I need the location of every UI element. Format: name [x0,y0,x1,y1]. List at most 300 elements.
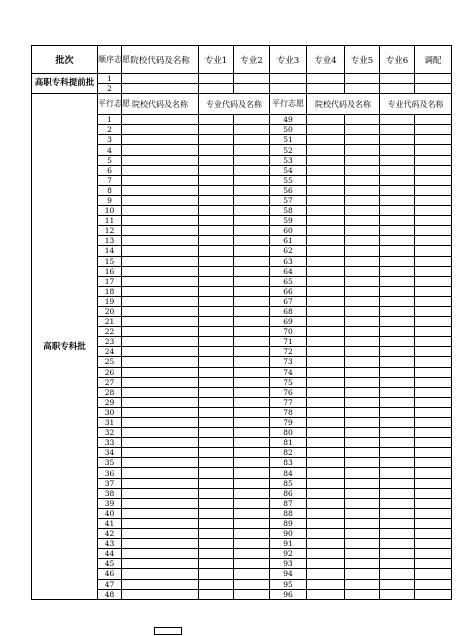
right-school-cell[interactable] [307,306,345,316]
right-major-cell[interactable] [415,296,452,306]
left-school-cell[interactable] [122,407,199,417]
left-major-cell[interactable] [234,418,270,428]
left-school-cell[interactable] [122,478,199,488]
right-school-cell[interactable] [307,145,345,155]
left-major-cell[interactable] [199,327,234,337]
right-major-cell[interactable] [380,367,415,377]
right-school-cell[interactable] [307,226,345,236]
right-major-cell[interactable] [415,438,452,448]
right-school-cell[interactable] [307,498,345,508]
right-school-cell[interactable] [345,387,380,397]
advance-major-cell[interactable] [307,84,345,94]
left-school-cell[interactable] [122,448,199,458]
right-major-cell[interactable] [380,377,415,387]
right-major-cell[interactable] [415,458,452,468]
right-school-cell[interactable] [345,175,380,185]
right-major-cell[interactable] [415,256,452,266]
left-major-cell[interactable] [199,256,234,266]
left-major-cell[interactable] [199,549,234,559]
left-major-cell[interactable] [234,276,270,286]
right-school-cell[interactable] [345,569,380,579]
right-major-cell[interactable] [415,195,452,205]
left-major-cell[interactable] [234,458,270,468]
advance-major-cell[interactable] [234,74,270,84]
right-school-cell[interactable] [345,468,380,478]
right-major-cell[interactable] [415,559,452,569]
right-school-cell[interactable] [345,488,380,498]
advance-major-cell[interactable] [270,84,307,94]
left-major-cell[interactable] [199,589,234,599]
left-major-cell[interactable] [199,397,234,407]
left-major-cell[interactable] [199,175,234,185]
right-school-cell[interactable] [345,508,380,518]
right-school-cell[interactable] [345,448,380,458]
advance-major-cell[interactable] [307,74,345,84]
left-major-cell[interactable] [234,296,270,306]
left-school-cell[interactable] [122,216,199,226]
left-major-cell[interactable] [234,518,270,528]
left-school-cell[interactable] [122,387,199,397]
right-major-cell[interactable] [380,226,415,236]
left-school-cell[interactable] [122,195,199,205]
left-school-cell[interactable] [122,246,199,256]
left-major-cell[interactable] [234,478,270,488]
left-school-cell[interactable] [122,367,199,377]
left-major-cell[interactable] [234,135,270,145]
right-major-cell[interactable] [415,478,452,488]
advance-major-cell[interactable] [199,74,234,84]
left-major-cell[interactable] [234,145,270,155]
right-major-cell[interactable] [380,357,415,367]
left-major-cell[interactable] [234,397,270,407]
right-major-cell[interactable] [380,498,415,508]
right-major-cell[interactable] [380,286,415,296]
right-school-cell[interactable] [307,256,345,266]
right-school-cell[interactable] [307,357,345,367]
right-major-cell[interactable] [380,508,415,518]
right-school-cell[interactable] [345,458,380,468]
left-school-cell[interactable] [122,569,199,579]
right-school-cell[interactable] [345,317,380,327]
left-school-cell[interactable] [122,397,199,407]
right-major-cell[interactable] [415,216,452,226]
right-school-cell[interactable] [345,357,380,367]
right-major-cell[interactable] [380,337,415,347]
right-school-cell[interactable] [307,165,345,175]
right-school-cell[interactable] [345,306,380,316]
left-major-cell[interactable] [199,155,234,165]
right-school-cell[interactable] [345,589,380,599]
right-major-cell[interactable] [415,276,452,286]
right-school-cell[interactable] [345,418,380,428]
right-school-cell[interactable] [307,327,345,337]
right-major-cell[interactable] [380,175,415,185]
left-major-cell[interactable] [234,185,270,195]
left-major-cell[interactable] [199,407,234,417]
right-school-cell[interactable] [307,418,345,428]
left-school-cell[interactable] [122,226,199,236]
right-major-cell[interactable] [415,165,452,175]
right-major-cell[interactable] [380,549,415,559]
right-major-cell[interactable] [380,418,415,428]
right-major-cell[interactable] [380,135,415,145]
left-major-cell[interactable] [234,508,270,518]
right-major-cell[interactable] [380,206,415,216]
left-school-cell[interactable] [122,589,199,599]
left-major-cell[interactable] [199,266,234,276]
left-major-cell[interactable] [234,448,270,458]
right-school-cell[interactable] [345,236,380,246]
right-school-cell[interactable] [307,347,345,357]
right-major-cell[interactable] [415,407,452,417]
right-major-cell[interactable] [415,155,452,165]
left-major-cell[interactable] [199,387,234,397]
left-major-cell[interactable] [199,165,234,175]
left-major-cell[interactable] [199,286,234,296]
right-school-cell[interactable] [307,387,345,397]
right-school-cell[interactable] [345,518,380,528]
right-school-cell[interactable] [345,559,380,569]
left-school-cell[interactable] [122,498,199,508]
left-major-cell[interactable] [234,306,270,316]
left-school-cell[interactable] [122,428,199,438]
left-major-cell[interactable] [234,226,270,236]
right-major-cell[interactable] [415,317,452,327]
right-major-cell[interactable] [415,418,452,428]
left-school-cell[interactable] [122,508,199,518]
right-major-cell[interactable] [380,559,415,569]
left-school-cell[interactable] [122,518,199,528]
right-major-cell[interactable] [380,488,415,498]
right-school-cell[interactable] [307,337,345,347]
right-school-cell[interactable] [345,397,380,407]
right-school-cell[interactable] [345,337,380,347]
right-major-cell[interactable] [415,508,452,518]
right-major-cell[interactable] [415,549,452,559]
left-major-cell[interactable] [234,175,270,185]
right-major-cell[interactable] [415,448,452,458]
right-major-cell[interactable] [415,539,452,549]
right-school-cell[interactable] [307,135,345,145]
left-major-cell[interactable] [199,478,234,488]
right-school-cell[interactable] [307,115,345,125]
right-major-cell[interactable] [415,428,452,438]
right-school-cell[interactable] [307,478,345,488]
left-school-cell[interactable] [122,236,199,246]
left-major-cell[interactable] [234,579,270,589]
right-school-cell[interactable] [345,478,380,488]
right-major-cell[interactable] [380,468,415,478]
right-school-cell[interactable] [345,327,380,337]
left-major-cell[interactable] [199,115,234,125]
right-major-cell[interactable] [380,327,415,337]
left-major-cell[interactable] [199,357,234,367]
advance-school-cell[interactable] [122,84,199,94]
right-school-cell[interactable] [307,438,345,448]
left-major-cell[interactable] [234,357,270,367]
right-major-cell[interactable] [415,135,452,145]
right-school-cell[interactable] [307,216,345,226]
left-major-cell[interactable] [199,498,234,508]
left-major-cell[interactable] [234,266,270,276]
right-school-cell[interactable] [307,539,345,549]
left-major-cell[interactable] [199,367,234,377]
left-major-cell[interactable] [199,508,234,518]
left-major-cell[interactable] [234,569,270,579]
right-major-cell[interactable] [380,306,415,316]
right-major-cell[interactable] [380,407,415,417]
left-school-cell[interactable] [122,377,199,387]
right-major-cell[interactable] [415,266,452,276]
left-major-cell[interactable] [199,206,234,216]
right-school-cell[interactable] [307,589,345,599]
right-school-cell[interactable] [345,276,380,286]
left-major-cell[interactable] [199,246,234,256]
left-major-cell[interactable] [199,518,234,528]
left-major-cell[interactable] [199,317,234,327]
right-school-cell[interactable] [345,135,380,145]
right-school-cell[interactable] [345,155,380,165]
right-school-cell[interactable] [345,498,380,508]
left-major-cell[interactable] [199,539,234,549]
right-major-cell[interactable] [380,478,415,488]
right-school-cell[interactable] [307,549,345,559]
right-major-cell[interactable] [380,539,415,549]
right-school-cell[interactable] [307,195,345,205]
left-major-cell[interactable] [234,155,270,165]
right-major-cell[interactable] [380,589,415,599]
right-major-cell[interactable] [380,115,415,125]
right-major-cell[interactable] [415,286,452,296]
left-major-cell[interactable] [199,337,234,347]
right-major-cell[interactable] [380,428,415,438]
right-major-cell[interactable] [380,458,415,468]
left-major-cell[interactable] [199,428,234,438]
left-school-cell[interactable] [122,317,199,327]
left-major-cell[interactable] [234,367,270,377]
right-school-cell[interactable] [307,317,345,327]
right-major-cell[interactable] [415,468,452,478]
left-major-cell[interactable] [234,216,270,226]
right-major-cell[interactable] [415,226,452,236]
right-school-cell[interactable] [307,367,345,377]
left-major-cell[interactable] [199,418,234,428]
left-major-cell[interactable] [199,276,234,286]
right-major-cell[interactable] [415,377,452,387]
right-major-cell[interactable] [380,438,415,448]
right-school-cell[interactable] [307,397,345,407]
right-school-cell[interactable] [345,529,380,539]
left-school-cell[interactable] [122,155,199,165]
right-school-cell[interactable] [307,529,345,539]
left-major-cell[interactable] [199,125,234,135]
left-major-cell[interactable] [234,337,270,347]
left-major-cell[interactable] [234,498,270,508]
right-school-cell[interactable] [307,458,345,468]
left-major-cell[interactable] [199,569,234,579]
left-major-cell[interactable] [199,306,234,316]
right-major-cell[interactable] [380,266,415,276]
right-school-cell[interactable] [307,579,345,589]
left-major-cell[interactable] [234,539,270,549]
left-major-cell[interactable] [234,246,270,256]
left-school-cell[interactable] [122,438,199,448]
right-school-cell[interactable] [345,216,380,226]
right-school-cell[interactable] [307,559,345,569]
right-major-cell[interactable] [380,317,415,327]
left-major-cell[interactable] [199,529,234,539]
right-school-cell[interactable] [307,518,345,528]
right-school-cell[interactable] [345,165,380,175]
right-major-cell[interactable] [380,276,415,286]
right-major-cell[interactable] [380,165,415,175]
right-major-cell[interactable] [380,236,415,246]
right-school-cell[interactable] [345,549,380,559]
left-major-cell[interactable] [199,559,234,569]
right-school-cell[interactable] [307,185,345,195]
left-major-cell[interactable] [199,488,234,498]
left-major-cell[interactable] [234,428,270,438]
right-major-cell[interactable] [380,125,415,135]
advance-major-cell[interactable] [270,74,307,84]
right-major-cell[interactable] [380,397,415,407]
right-major-cell[interactable] [380,518,415,528]
right-school-cell[interactable] [307,407,345,417]
left-major-cell[interactable] [199,185,234,195]
right-major-cell[interactable] [415,347,452,357]
advance-adjust-cell[interactable] [415,74,452,84]
right-major-cell[interactable] [415,306,452,316]
right-school-cell[interactable] [345,407,380,417]
right-major-cell[interactable] [415,236,452,246]
right-school-cell[interactable] [307,125,345,135]
right-major-cell[interactable] [380,185,415,195]
left-major-cell[interactable] [199,448,234,458]
right-school-cell[interactable] [345,539,380,549]
left-school-cell[interactable] [122,206,199,216]
left-school-cell[interactable] [122,559,199,569]
left-school-cell[interactable] [122,468,199,478]
right-school-cell[interactable] [345,286,380,296]
right-major-cell[interactable] [415,488,452,498]
right-major-cell[interactable] [380,246,415,256]
left-major-cell[interactable] [234,347,270,357]
right-school-cell[interactable] [307,175,345,185]
right-school-cell[interactable] [345,185,380,195]
left-major-cell[interactable] [234,407,270,417]
left-major-cell[interactable] [199,145,234,155]
left-school-cell[interactable] [122,337,199,347]
right-school-cell[interactable] [307,286,345,296]
right-major-cell[interactable] [380,195,415,205]
left-major-cell[interactable] [199,468,234,478]
right-school-cell[interactable] [307,508,345,518]
right-major-cell[interactable] [380,579,415,589]
left-major-cell[interactable] [199,438,234,448]
left-school-cell[interactable] [122,125,199,135]
advance-school-cell[interactable] [122,74,199,84]
right-school-cell[interactable] [345,266,380,276]
right-school-cell[interactable] [345,377,380,387]
right-school-cell[interactable] [307,246,345,256]
left-school-cell[interactable] [122,266,199,276]
advance-major-cell[interactable] [380,84,415,94]
right-school-cell[interactable] [345,226,380,236]
left-school-cell[interactable] [122,458,199,468]
right-major-cell[interactable] [415,589,452,599]
right-school-cell[interactable] [307,488,345,498]
right-major-cell[interactable] [415,337,452,347]
left-school-cell[interactable] [122,256,199,266]
left-major-cell[interactable] [234,438,270,448]
right-school-cell[interactable] [345,246,380,256]
right-major-cell[interactable] [380,529,415,539]
right-major-cell[interactable] [415,579,452,589]
left-major-cell[interactable] [199,347,234,357]
left-major-cell[interactable] [199,377,234,387]
right-major-cell[interactable] [415,125,452,135]
right-major-cell[interactable] [380,387,415,397]
right-school-cell[interactable] [345,579,380,589]
left-major-cell[interactable] [234,488,270,498]
left-major-cell[interactable] [199,195,234,205]
left-major-cell[interactable] [199,216,234,226]
advance-major-cell[interactable] [199,84,234,94]
right-school-cell[interactable] [307,276,345,286]
left-school-cell[interactable] [122,175,199,185]
left-major-cell[interactable] [234,549,270,559]
right-major-cell[interactable] [415,145,452,155]
right-school-cell[interactable] [307,428,345,438]
left-major-cell[interactable] [234,236,270,246]
left-major-cell[interactable] [234,377,270,387]
left-major-cell[interactable] [234,529,270,539]
right-major-cell[interactable] [415,175,452,185]
right-school-cell[interactable] [345,256,380,266]
left-major-cell[interactable] [199,226,234,236]
left-school-cell[interactable] [122,185,199,195]
left-major-cell[interactable] [199,236,234,246]
right-school-cell[interactable] [307,377,345,387]
left-school-cell[interactable] [122,286,199,296]
right-school-cell[interactable] [307,155,345,165]
right-major-cell[interactable] [415,357,452,367]
right-major-cell[interactable] [415,529,452,539]
right-major-cell[interactable] [380,448,415,458]
right-school-cell[interactable] [307,468,345,478]
right-major-cell[interactable] [415,185,452,195]
left-major-cell[interactable] [199,579,234,589]
right-major-cell[interactable] [380,347,415,357]
right-school-cell[interactable] [345,145,380,155]
right-major-cell[interactable] [380,256,415,266]
advance-major-cell[interactable] [380,74,415,84]
right-school-cell[interactable] [345,347,380,357]
left-major-cell[interactable] [234,559,270,569]
left-major-cell[interactable] [234,387,270,397]
right-school-cell[interactable] [345,195,380,205]
left-major-cell[interactable] [234,206,270,216]
left-school-cell[interactable] [122,115,199,125]
left-school-cell[interactable] [122,327,199,337]
left-school-cell[interactable] [122,347,199,357]
left-school-cell[interactable] [122,529,199,539]
left-major-cell[interactable] [234,195,270,205]
right-school-cell[interactable] [345,296,380,306]
left-major-cell[interactable] [234,256,270,266]
right-school-cell[interactable] [307,569,345,579]
advance-major-cell[interactable] [234,84,270,94]
